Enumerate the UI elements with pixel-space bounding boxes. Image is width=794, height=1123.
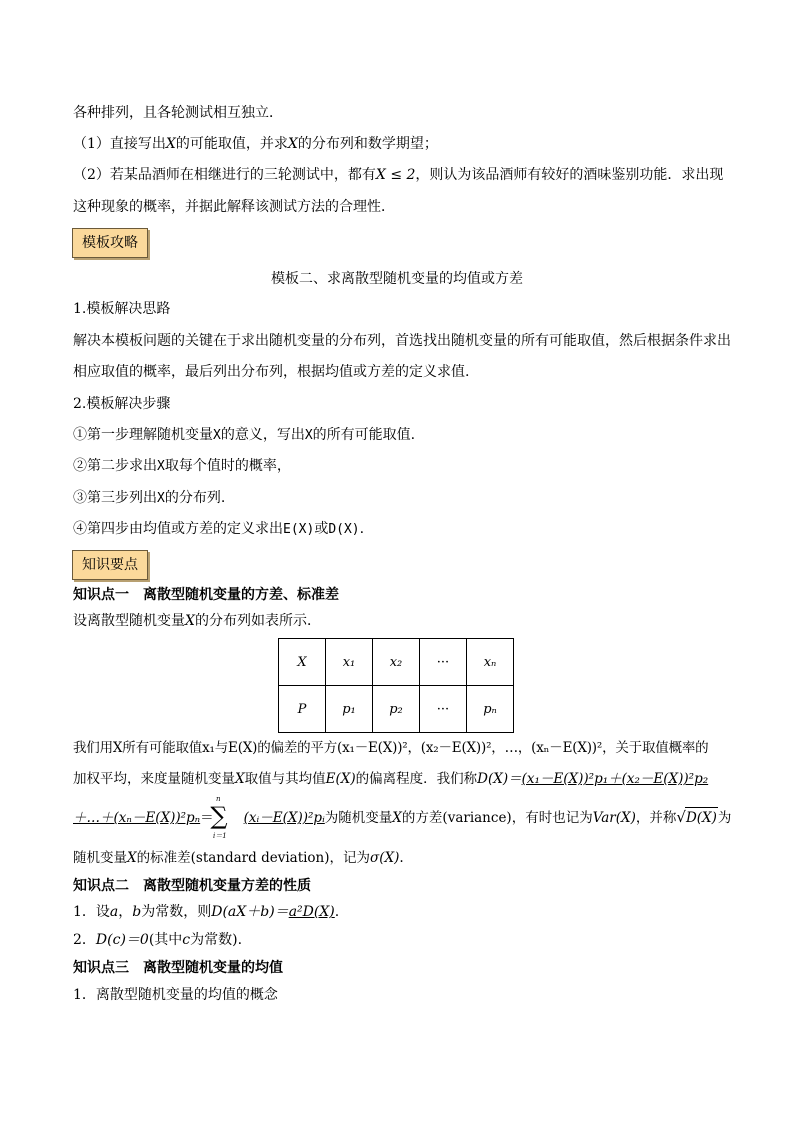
sigma-expr: σ(X)	[370, 850, 400, 866]
property-1	[73, 902, 339, 922]
knowledge-3-title: 知识点三 离散型随机变量的均值	[73, 960, 283, 976]
paragraph-text: 的标准差(standard deviation)，记为	[136, 850, 371, 866]
template-paragraph-cont	[73, 362, 469, 382]
step-var: X	[157, 459, 165, 474]
template-title: 模板二、求离散型随机变量的均值或方差	[271, 271, 523, 287]
paragraph-text: 的偏离程度．我们称	[355, 771, 478, 787]
q2-text: （2）若某品酒师在相继进行的三轮测试中，都有	[73, 167, 376, 183]
step-text: 取每个值时的概率，	[164, 458, 291, 474]
prop-text: 1．设	[73, 904, 110, 920]
sum-upper-limit: n	[216, 795, 221, 803]
step-var: X	[304, 428, 313, 443]
paragraph-text: 取值与其均值	[244, 771, 326, 787]
question-2-cont	[73, 197, 395, 217]
step-1	[73, 425, 415, 446]
knowledge-1-title: 知识点一 离散型随机变量的方差、标准差	[73, 587, 339, 603]
variance-paragraph-1	[73, 738, 708, 758]
table-cell: x₂	[373, 639, 420, 686]
prop-var: c	[182, 932, 191, 948]
variance-formula-part: (xᵢ－E(X))²pᵢ	[243, 810, 325, 826]
q1-text: （1）直接写出	[73, 136, 166, 152]
paragraph-text: 加权平均，来度量随机变量	[73, 771, 235, 787]
paragraph-text: 1．离散型随机变量的均值的概念	[73, 987, 278, 1003]
variance-paragraph-2	[73, 769, 708, 789]
table-cell: ···	[420, 686, 467, 733]
prop-text: 2．	[73, 932, 96, 948]
intro-line	[73, 103, 283, 123]
para-expr: E(X)	[325, 771, 356, 787]
prop-text: 为常数，则	[141, 904, 212, 920]
variance-expr: D(X)＝	[477, 771, 522, 787]
var-notation: Var(X)	[592, 810, 636, 826]
step-3	[73, 488, 225, 509]
para-var: X	[127, 850, 137, 866]
paragraph-text: 随机变量	[73, 850, 127, 866]
prop-expr: D(aX＋b)＝	[211, 904, 289, 920]
paragraph-text: 我们用X所有可能取值x₁与E(X)的偏差的平方(x₁－E(X))²，(x₂－E(X))²，…，(xₙ－E(X))²，关于取值概率的	[73, 740, 709, 756]
prop-answer: a²D(X)	[288, 904, 335, 920]
lead-text: 设离散型随机变量	[73, 613, 185, 629]
paragraph-text: .	[399, 850, 404, 866]
variance-formula-part: ＋…＋(xₙ－E(X))²pₙ	[73, 810, 201, 826]
prop-text: ，	[118, 904, 133, 920]
template-heading-2	[73, 394, 170, 414]
variance-paragraph-3	[73, 807, 731, 828]
lead-var: X	[185, 613, 195, 629]
table-cell: P	[279, 686, 326, 733]
step-text: 的所有可能取值.	[312, 427, 416, 443]
para-var: X	[392, 810, 402, 826]
table-row	[279, 686, 514, 733]
table-cell: x₁	[326, 639, 373, 686]
table-cell: xₙ	[467, 639, 514, 686]
template-heading-1	[73, 299, 170, 319]
step-expr: E(X)	[283, 522, 315, 537]
step-text: .	[359, 521, 365, 537]
sum-lower-limit: i＝1	[213, 832, 227, 840]
table-cell: p₂	[373, 686, 420, 733]
q1-var: X	[287, 136, 298, 152]
paragraph-text: 为	[717, 810, 732, 826]
prop-var: a	[109, 904, 119, 920]
table-cell: ···	[420, 639, 467, 686]
prop-text: 为常数).	[190, 932, 243, 948]
step-text: ①第一步理解随机变量	[73, 427, 213, 443]
table-row	[279, 639, 514, 686]
step-var: X	[213, 428, 221, 443]
heading-text: 2.模板解决步骤	[73, 396, 171, 412]
prop-text: .	[334, 904, 340, 920]
q1-text: 的可能取值，并求	[175, 136, 288, 152]
knowledge-2-title: 知识点二 离散型随机变量方差的性质	[73, 878, 311, 894]
distribution-table	[278, 638, 514, 733]
q2-text: ，则认为该品酒师有较好的酒味鉴别功能．求出现	[415, 167, 724, 183]
table-cell: X	[279, 639, 326, 686]
q1-text: 的分布列和数学期望；	[297, 136, 438, 152]
heading-text: 1.模板解决思路	[73, 301, 171, 317]
paragraph-text: 为随机变量	[324, 810, 393, 826]
equals-sign: ＝	[200, 810, 214, 826]
step-text: ④第四步由均值或方差的定义求出	[73, 521, 283, 537]
knowledge-1-lead	[73, 611, 321, 631]
step-text: 的意义，写出	[220, 427, 305, 443]
prop-expr: D(c)＝0	[95, 932, 149, 948]
step-4	[73, 519, 364, 540]
paragraph-text: 解决本模板问题的关键在于求出随机变量的分布列，首选找出随机变量的所有可能取值，然后根据条件求出	[73, 333, 731, 349]
step-text: 或	[314, 521, 329, 537]
intro-text: 各种排列，且各轮测试相互独立．	[73, 105, 283, 121]
q2-text: 这种现象的概率，并据此解释该测试方法的合理性．	[73, 199, 395, 215]
prop-text: (其中	[148, 932, 183, 948]
paragraph-text: 相应取值的概率，最后列出分布列，根据均值或方差的定义求值.	[73, 364, 470, 380]
table-cell: pₙ	[467, 686, 514, 733]
q2-condition: X ≤ 2	[375, 167, 416, 183]
paragraph-text: 的方差(variance)，有时也记为	[401, 810, 593, 826]
template-paragraph	[73, 331, 731, 351]
question-1	[73, 134, 438, 154]
paragraph-text: ，并称	[635, 810, 677, 826]
para-var: X	[235, 771, 245, 787]
lead-text: 的分布列如表所示．	[194, 613, 321, 629]
question-2	[73, 165, 723, 185]
step-text: ②第二步求出	[73, 458, 157, 474]
sqrt-expr: D(X)	[685, 807, 718, 828]
q1-var: X	[165, 136, 176, 152]
step-var: X	[157, 491, 165, 506]
property-2	[73, 930, 242, 950]
prop-var: b	[132, 904, 142, 920]
knowledge-3-line	[73, 985, 278, 1005]
step-2	[73, 456, 291, 477]
variance-paragraph-4	[73, 848, 404, 868]
step-text: 的分布列.	[164, 490, 226, 506]
summation-symbol	[205, 795, 233, 839]
step-text: ③第三步列出	[73, 490, 157, 506]
section-tag-knowledge: 知识要点	[72, 550, 148, 580]
sigma-icon: ∑	[210, 802, 228, 830]
sqrt-icon: √	[676, 808, 686, 826]
section-tag-template: 模板攻略	[72, 228, 148, 258]
variance-formula-part: (x₁－E(X))²p₁＋(x₂－E(X))²p₂	[521, 771, 709, 787]
table-cell: p₁	[326, 686, 373, 733]
step-expr: D(X)	[328, 522, 360, 537]
